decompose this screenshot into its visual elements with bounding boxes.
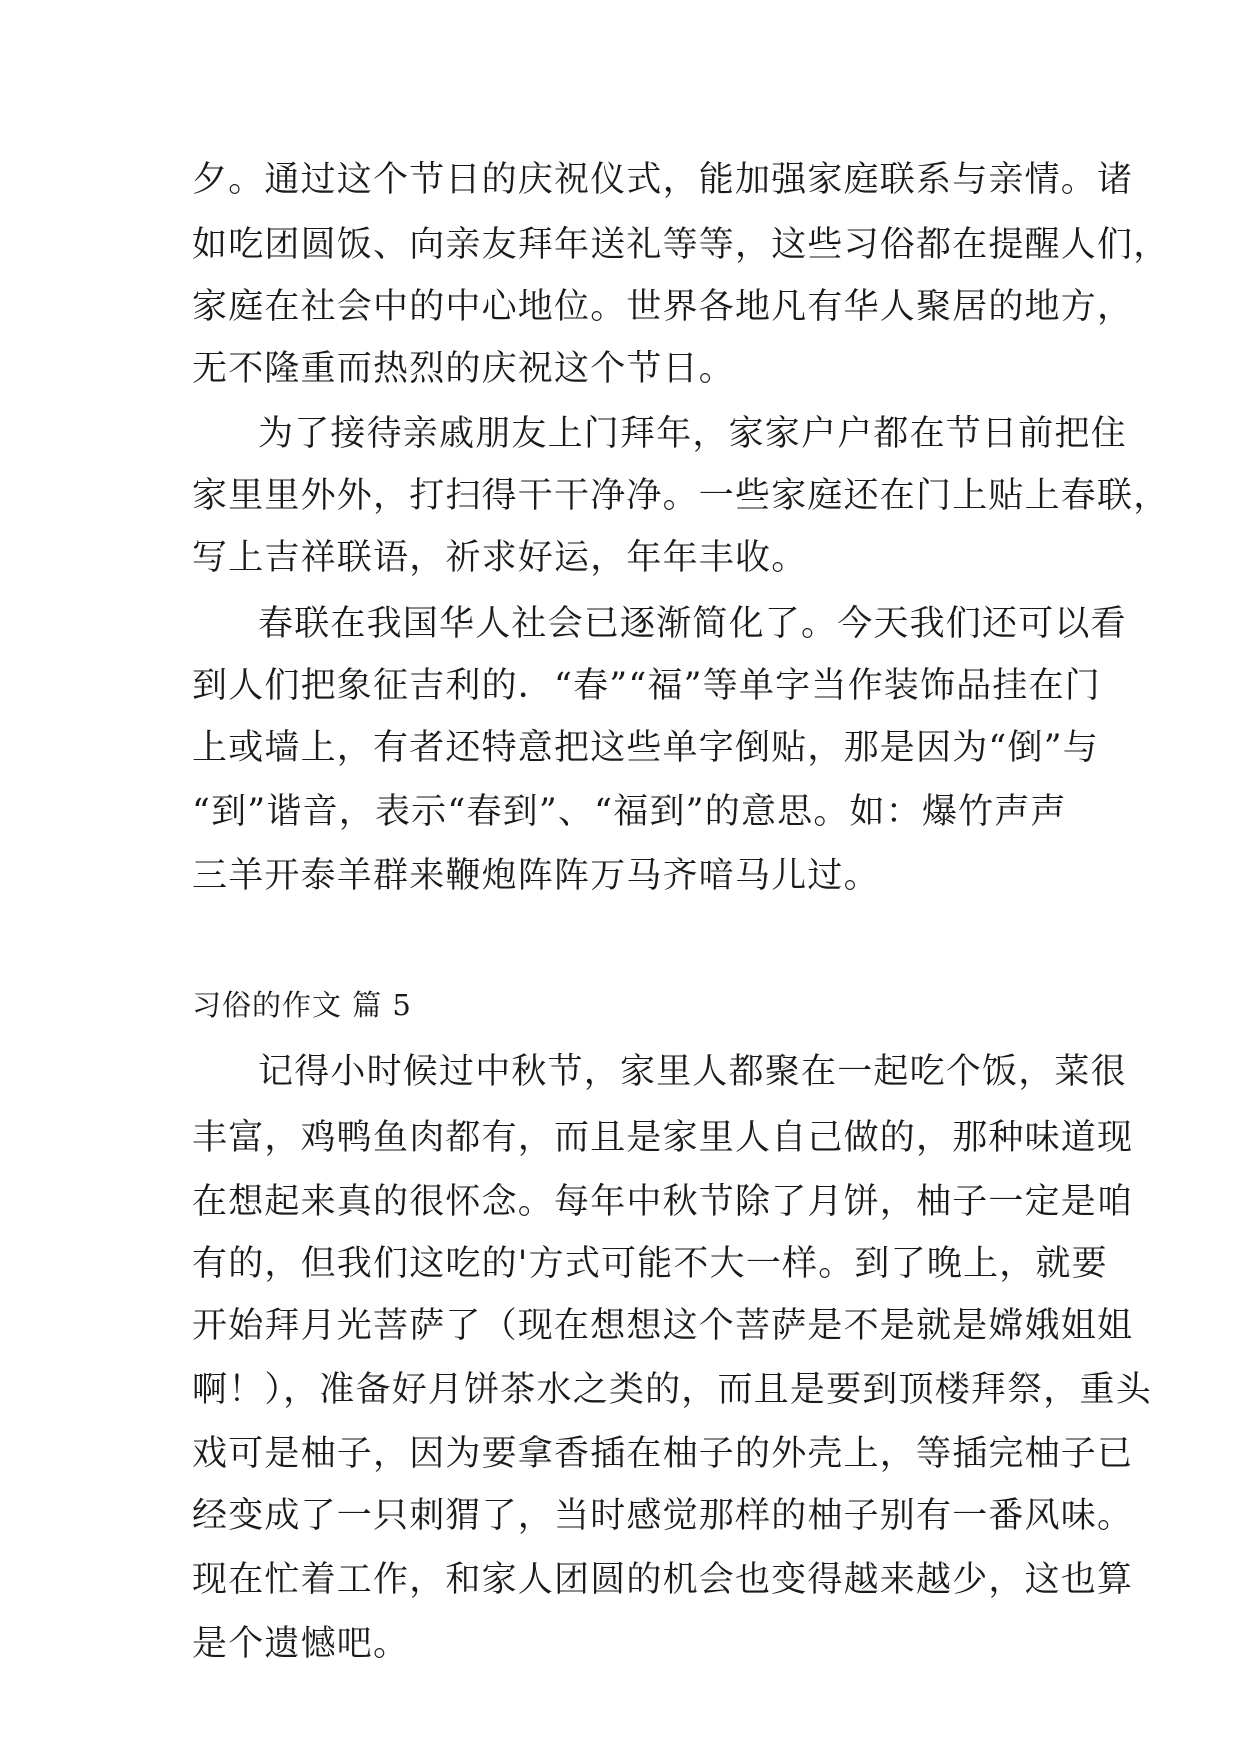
paragraph-2-line-2: 家里里外外，打扫得干干净净。一些家庭还在门上贴上春联， xyxy=(192,476,1170,516)
paragraph-4-line-8: 经变成了一只刺猬了，当时感觉那样的柚子别有一番风味。 xyxy=(192,1496,1134,1536)
paragraph-1-line-4: 无不隆重而热烈的庆祝这个节日。 xyxy=(192,349,736,389)
paragraph-4-line-1: 记得小时候过中秋节，家里人都聚在一起吃个饭，菜很 xyxy=(258,1052,1127,1092)
paragraph-4-line-9: 现在忙着工作，和家人团圆的机会也变得越来越少，这也算 xyxy=(192,1560,1134,1600)
paragraph-4-line-7: 戏可是柚子，因为要拿香插在柚子的外壳上，等插完柚子已 xyxy=(192,1434,1134,1474)
paragraph-3-line-1: 春联在我国华人社会已逐渐简化了。今天我们还可以看 xyxy=(258,604,1127,644)
paragraph-1-line-3: 家庭在社会中的中心地位。世界各地凡有华人聚居的地方， xyxy=(192,287,1134,327)
section-heading: 习俗的作文 篇 5 xyxy=(192,988,412,1022)
paragraph-3-line-5: 三羊开泰羊群来鞭炮阵阵万马齐喑马儿过。 xyxy=(192,856,880,896)
paragraph-4-line-3: 在想起来真的很怀念。每年中秋节除了月饼，柚子一定是咱 xyxy=(192,1182,1134,1222)
paragraph-3-line-2: 到人们把象征吉利的．“春”“福”等单字当作装饰品挂在门 xyxy=(192,666,1101,706)
paragraph-4-line-2: 丰富，鸡鸭鱼肉都有，而且是家里人自己做的，那种味道现 xyxy=(192,1118,1134,1158)
paragraph-3-line-3: 上或墙上，有者还特意把这些单字倒贴，那是因为“倒”与 xyxy=(192,728,1099,768)
paragraph-4-line-6: 啊！），准备好月饼茶水之类的，而且是要到顶楼拜祭，重头 xyxy=(192,1370,1152,1410)
paragraph-2-line-3: 写上吉祥联语，祈求好运，年年丰收。 xyxy=(192,538,808,578)
paragraph-3-line-4: “到”谐音，表示“春到”、“福到”的意思。如：爆竹声声 xyxy=(192,792,1067,832)
paragraph-1-line-1: 夕。通过这个节日的庆祝仪式，能加强家庭联系与亲情。诸 xyxy=(192,160,1134,200)
paragraph-1-line-2: 如吃团圆饭、向亲友拜年送礼等等，这些习俗都在提醒人们， xyxy=(192,225,1170,265)
paragraph-4-line-5: 开始拜月光菩萨了（现在想想这个菩萨是不是就是嫦娥姐姐 xyxy=(192,1306,1134,1346)
paragraph-4-line-10: 是个遗憾吧。 xyxy=(192,1624,410,1664)
paragraph-4-line-4: 有的，但我们这吃的'方式可能不大一样。到了晚上，就要 xyxy=(192,1244,1108,1284)
paragraph-2-line-1: 为了接待亲戚朋友上门拜年，家家户户都在节日前把住 xyxy=(258,414,1127,454)
